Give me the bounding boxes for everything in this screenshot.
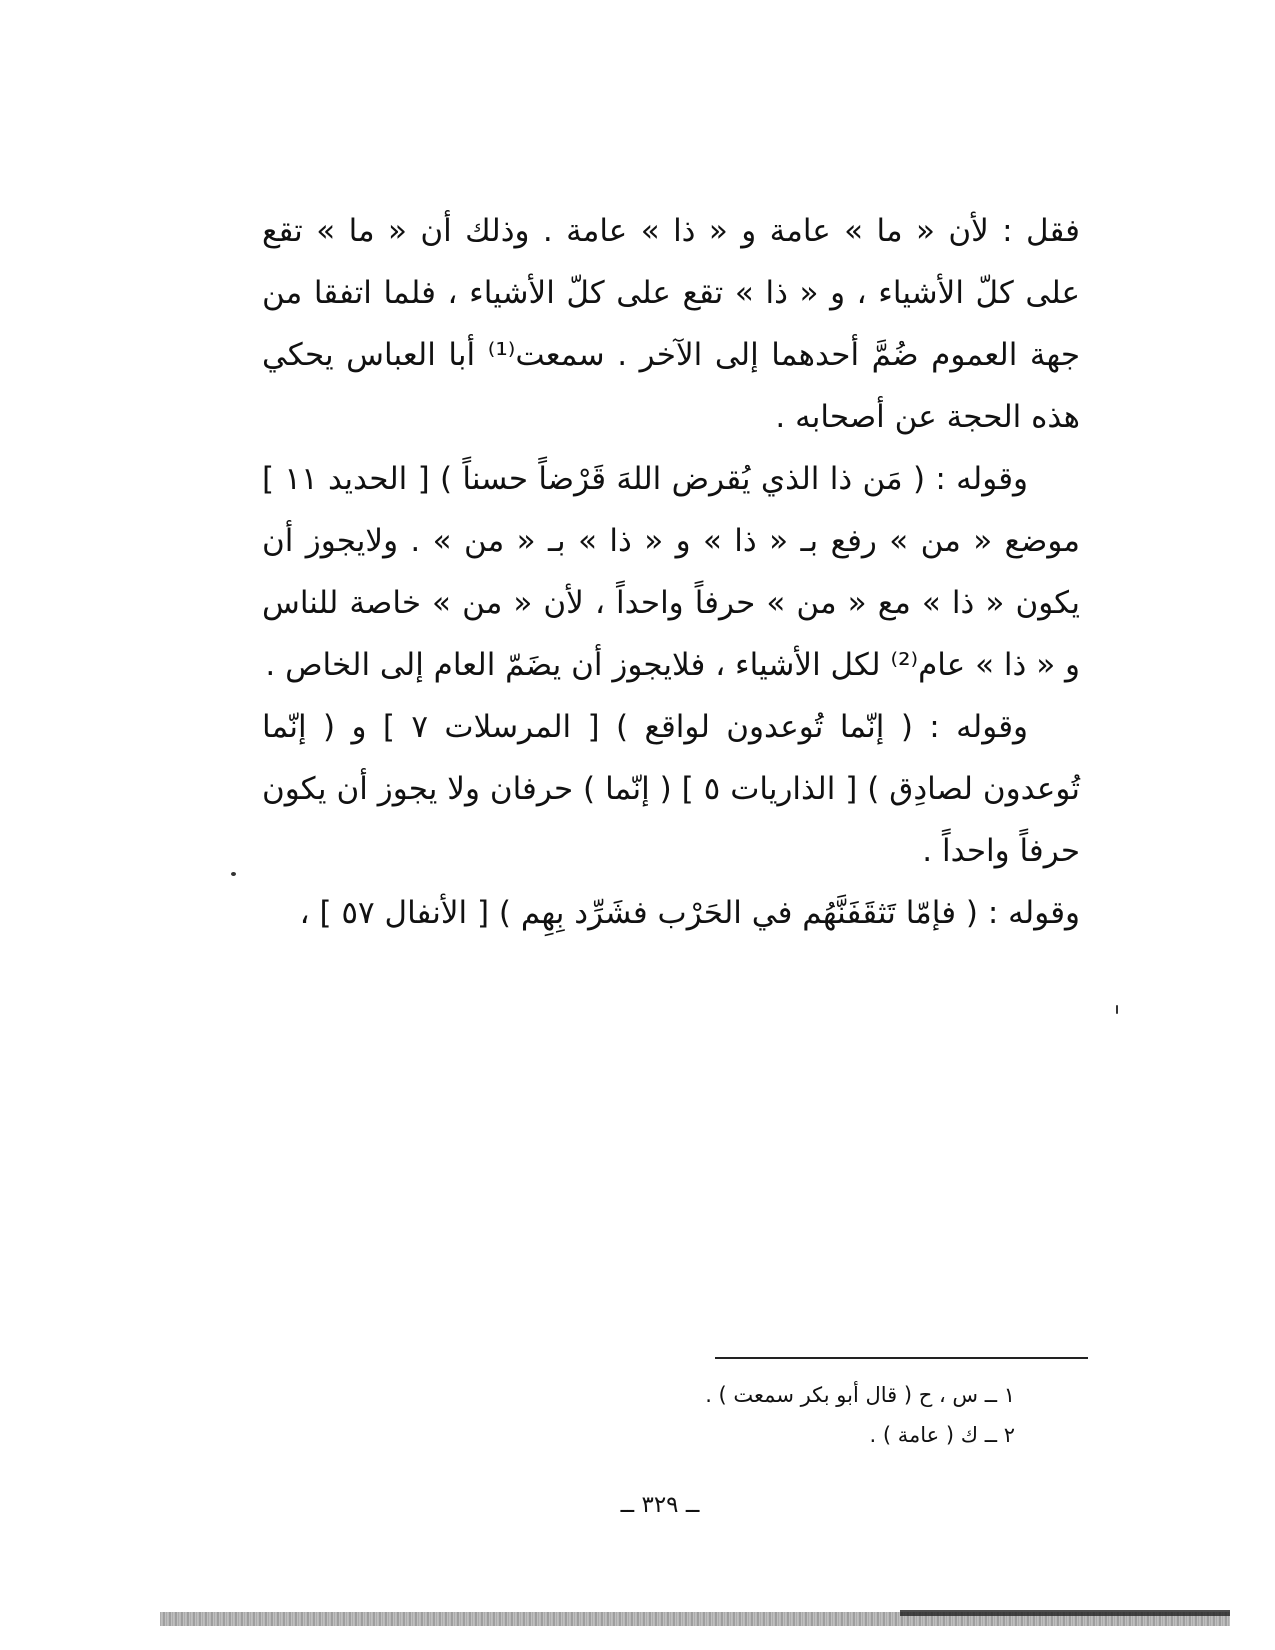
footnotes bbox=[600, 1375, 1015, 1455]
scan-speck bbox=[231, 872, 236, 876]
footnote-2: ٢ ــ ك ( عامة ) . bbox=[869, 1423, 1015, 1447]
paragraph-1: فقل : لأن « ما » عامة و « ذا » عامة . وذلك أن « ما » تقع على كلّ الأشياء ، و « ذا » تقع على كلّ الأشياء ، فلما اتفقا من جهة العموم ضُمَّ أحدهما إلى الآخر . سمعت⁽¹⁾ أبا العباس يحكي هذه الحجة عن أصحابه . bbox=[262, 213, 1080, 435]
footnote-1: ١ ــ س ، ح ( قال أبو بكر سمعت ) . bbox=[705, 1383, 1015, 1407]
main-text bbox=[262, 200, 1080, 944]
scan-speck bbox=[1116, 1005, 1118, 1014]
footnote-separator bbox=[715, 1357, 1088, 1359]
paragraph-3: وقوله : ( إنّما تُوعدون لواقع ) [ المرسلات ٧ ] و ( إنّما تُوعدون لصادِق ) [ الذاريات ٥ ] ( إنّما ) حرفان ولا يجوز أن يكون حرفاً واحداً . bbox=[262, 709, 1080, 869]
paragraph-2: وقوله : ( مَن ذا الذي يُقرض اللهَ قَرْضاً حسناً ) [ الحديد ١١ ] موضع « من » رفع بـ « ذا » و « ذا » بـ « من » . ولايجوز أن يكون « ذا » مع « من » حرفاً واحداً ، لأن « من » خاصة للناس و « ذا » عام⁽²⁾ لكل الأشياء ، فلايجوز أن يضَمّ العام إلى الخاص . bbox=[262, 461, 1080, 683]
page-number: ــ ٣٢٩ ــ bbox=[620, 1492, 700, 1518]
scan-edge-artifact-dark bbox=[900, 1610, 1230, 1616]
paragraph-4: وقوله : ( فإمّا تَثقَفَنَّهُم في الحَرْب فشَرِّد بِهِم ) [ الأنفال ٥٧ ] ، bbox=[299, 895, 1080, 931]
